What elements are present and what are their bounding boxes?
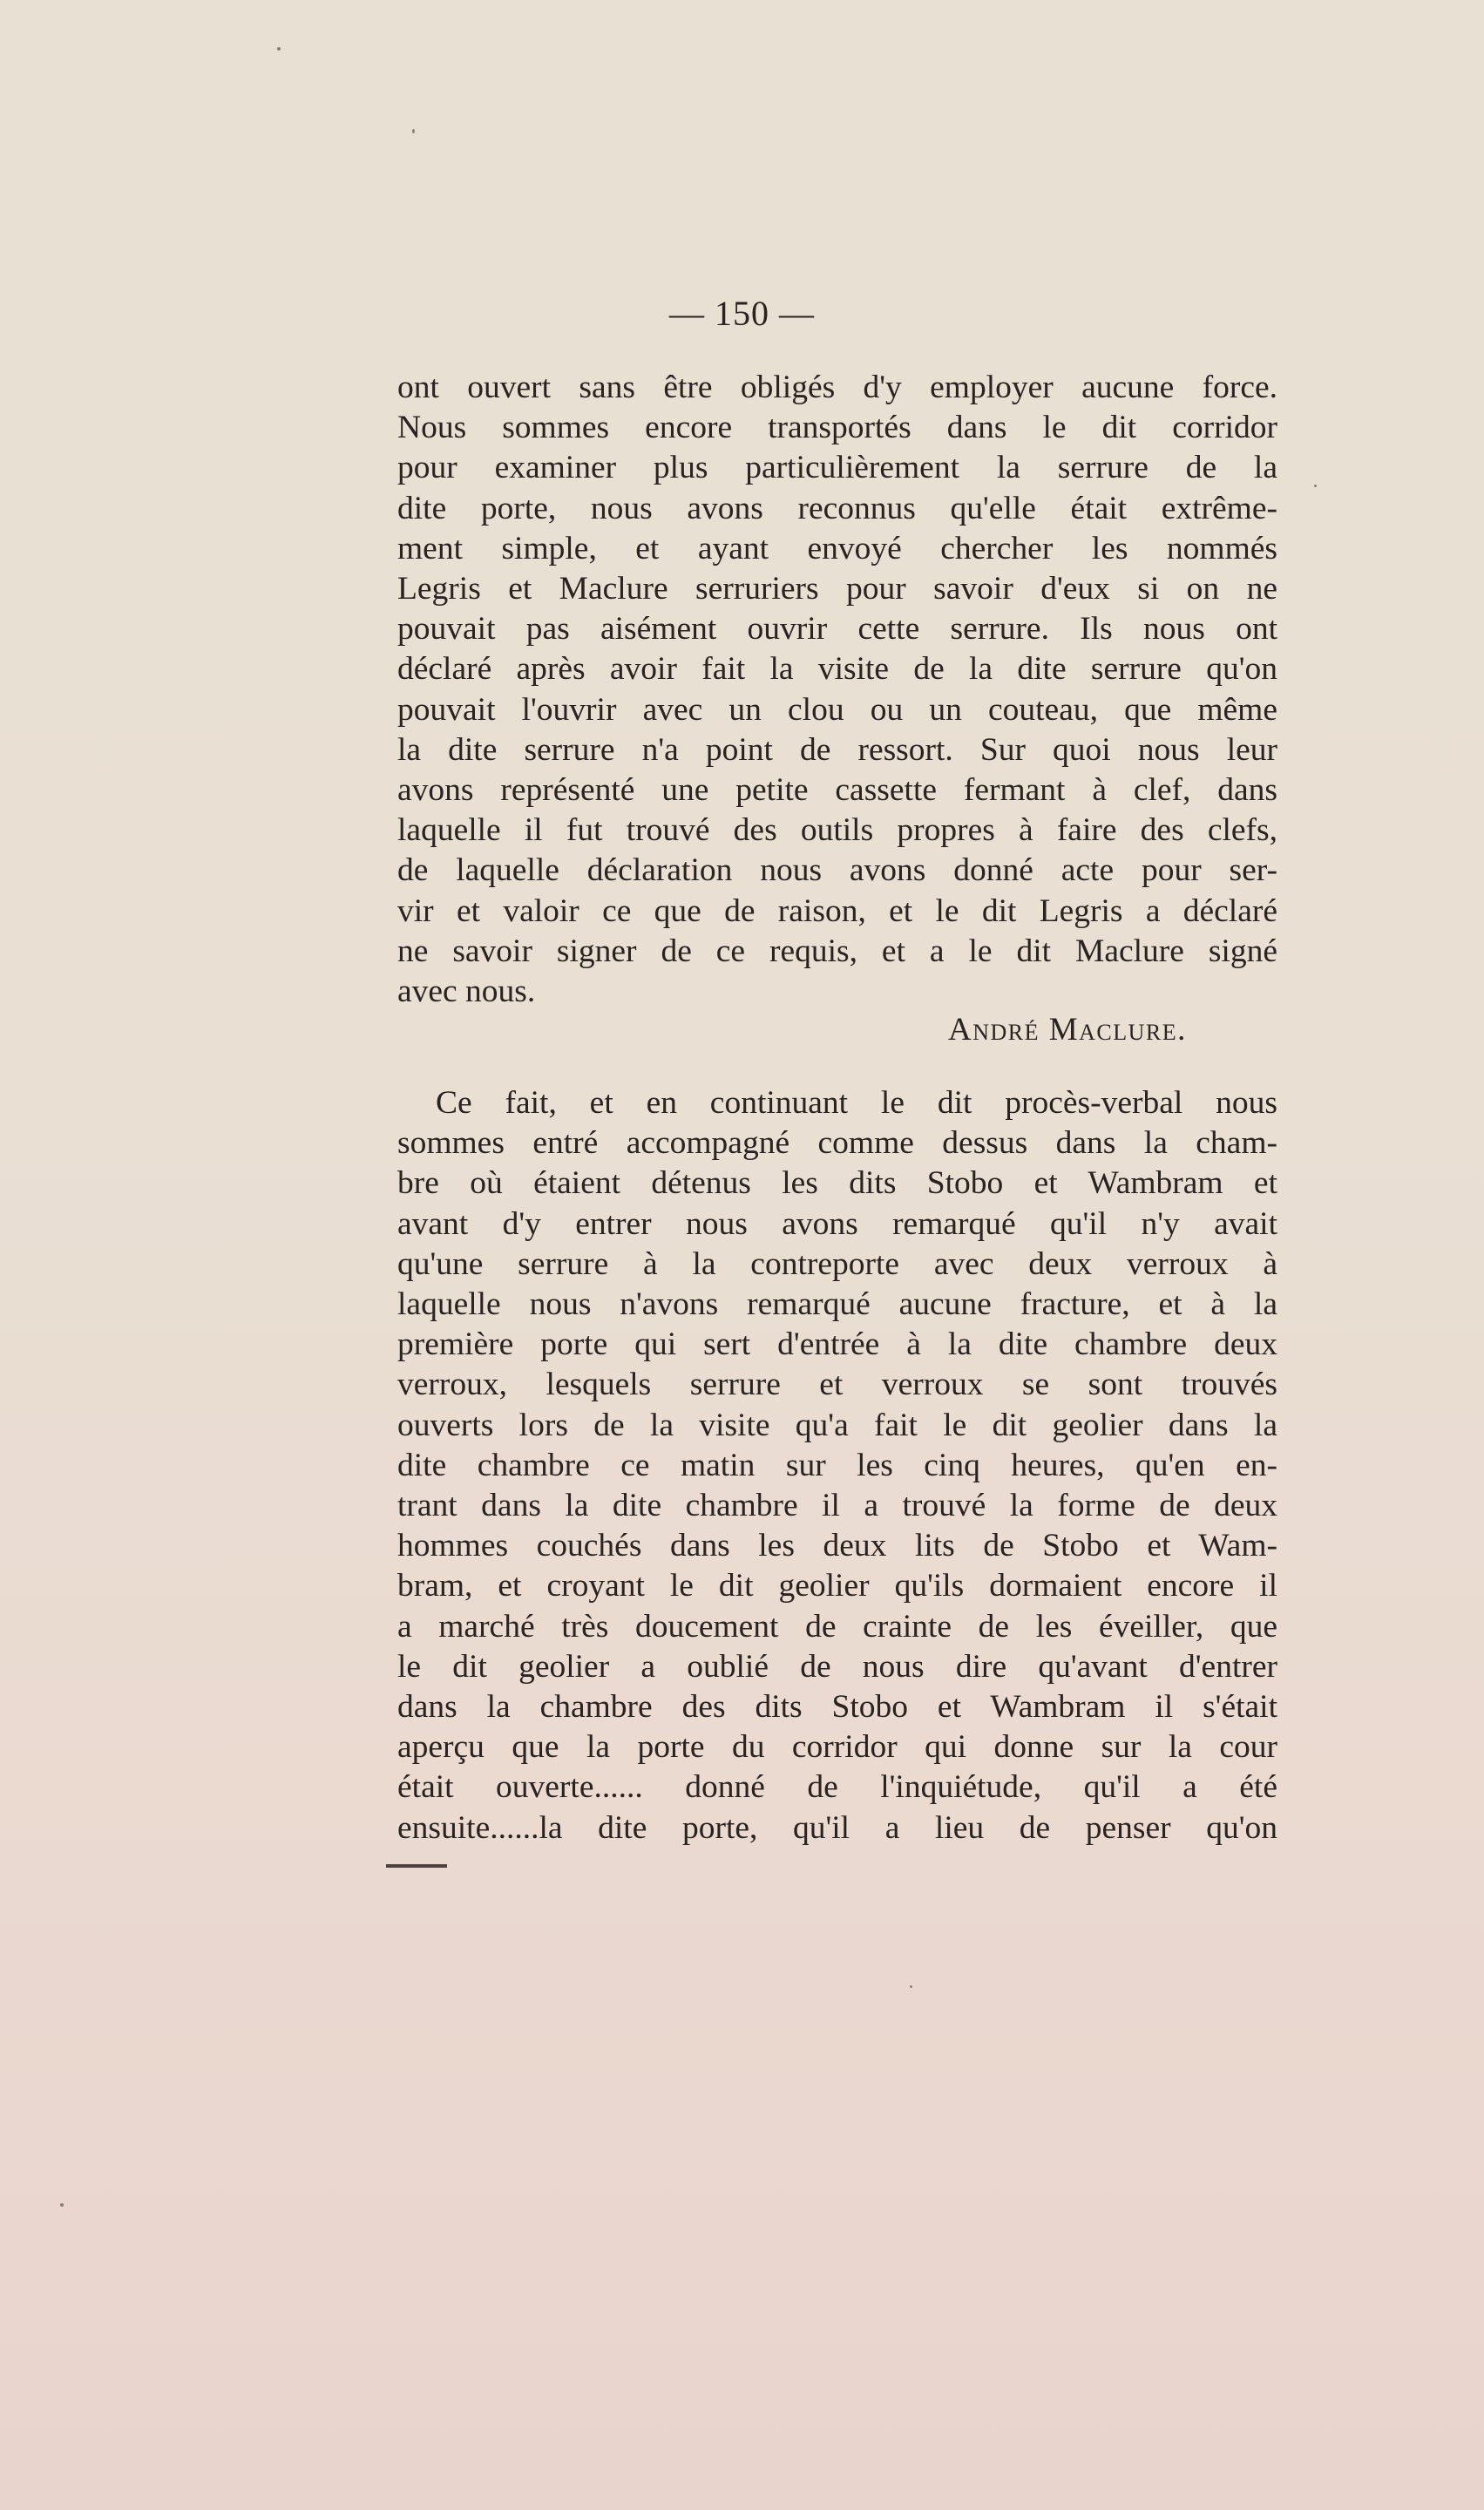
text-line: Ce fait, et en continuant le dit procès-verbal nous: [436, 1085, 1277, 1121]
paper-speck: [910, 1985, 912, 1988]
text-line: vir et valoir ce que de raison, et le dit Legris a déclaré: [397, 892, 1277, 929]
text-line: première porte qui sert d'entrée à la dite chambre deux: [397, 1326, 1277, 1363]
text-line: le dit geolier a oublié de nous dire qu'avant d'entrer: [397, 1648, 1277, 1685]
text-line: avant d'y entrer nous avons remarqué qu'il n'y avait: [397, 1205, 1277, 1242]
text-line: avons représenté une petite cassette fermant à clef, dans: [397, 772, 1277, 809]
text-line: Nous sommes encore transportés dans le dit corridor: [397, 410, 1277, 446]
text-line: dite porte, nous avons reconnus qu'elle était extrême-: [397, 490, 1277, 526]
text-line: Legris et Maclure serruriers pour savoir d'eux si on ne: [397, 571, 1277, 607]
text-line: était ouverte...... donné de l'inquiétude, qu'il a été: [397, 1769, 1277, 1806]
text-line: trant dans la dite chambre il a trouvé la forme de deux: [397, 1488, 1277, 1524]
text-line: qu'une serrure à la contreporte avec deux verroux à: [397, 1245, 1277, 1282]
text-line: pouvait l'ouvrir avec un clou ou un couteau, que même: [397, 691, 1277, 728]
paper-speck: [1314, 485, 1317, 487]
page-number: — 150 —: [669, 294, 815, 333]
text-line: laquelle nous n'avons remarqué aucune fracture, et à la: [397, 1286, 1277, 1323]
paper-speck: [60, 2203, 64, 2207]
ink-mark: [386, 1864, 447, 1868]
text-line: déclaré après avoir fait la visite de la dite serrure qu'on: [397, 651, 1277, 688]
text-line: bre où étaient détenus les dits Stobo et Wambram et: [397, 1165, 1277, 1202]
text-line: laquelle il fut trouvé des outils propres à faire des clefs,: [397, 812, 1277, 849]
text-line: la dite serrure n'a point de ressort. Sur quoi nous leur: [397, 731, 1277, 768]
text-line: ment simple, et ayant envoyé chercher les nommés: [397, 530, 1277, 566]
text-line: de laquelle déclaration nous avons donné acte pour ser-: [397, 852, 1277, 889]
text-line: verroux, lesquels serrure et verroux se sont trouvés: [397, 1367, 1277, 1403]
text-line: dans la chambre des dits Stobo et Wambram il s'était: [397, 1689, 1277, 1726]
text-line: sommes entré accompagné comme dessus dans la cham-: [397, 1125, 1277, 1162]
paragraph-1: [397, 368, 1277, 1012]
text-line: ensuite......la dite porte, qu'il a lieu de penser qu'on: [397, 1809, 1277, 1846]
text-line: pouvait pas aisément ouvrir cette serrure. Ils nous ont: [397, 611, 1277, 648]
text-line: bram, et croyant le dit geolier qu'ils dormaient encore il: [397, 1568, 1277, 1604]
signature: André Maclure.: [948, 1012, 1187, 1048]
text-line: aperçu que la porte du corridor qui donne sur la cour: [397, 1729, 1277, 1766]
text-line: ouverts lors de la visite qu'a fait le dit geolier dans la: [397, 1407, 1277, 1443]
paper-speck: [412, 129, 415, 133]
text-line: a marché très doucement de crainte de les éveiller, que: [397, 1608, 1277, 1645]
text-line: hommes couchés dans les deux lits de Stobo et Wam-: [397, 1528, 1277, 1564]
text-line: ont ouvert sans être obligés d'y employer aucune force.: [397, 370, 1277, 405]
text-line: avec nous.: [397, 973, 536, 1010]
text-line: dite chambre ce matin sur les cinq heures, qu'en en-: [397, 1447, 1277, 1483]
paper-speck: [277, 47, 281, 51]
paragraph-2: [397, 1083, 1277, 1849]
text-line: ne savoir signer de ce requis, et a le dit Maclure signé: [397, 933, 1277, 969]
text-line: pour examiner plus particulièrement la serrure de la: [397, 450, 1277, 486]
